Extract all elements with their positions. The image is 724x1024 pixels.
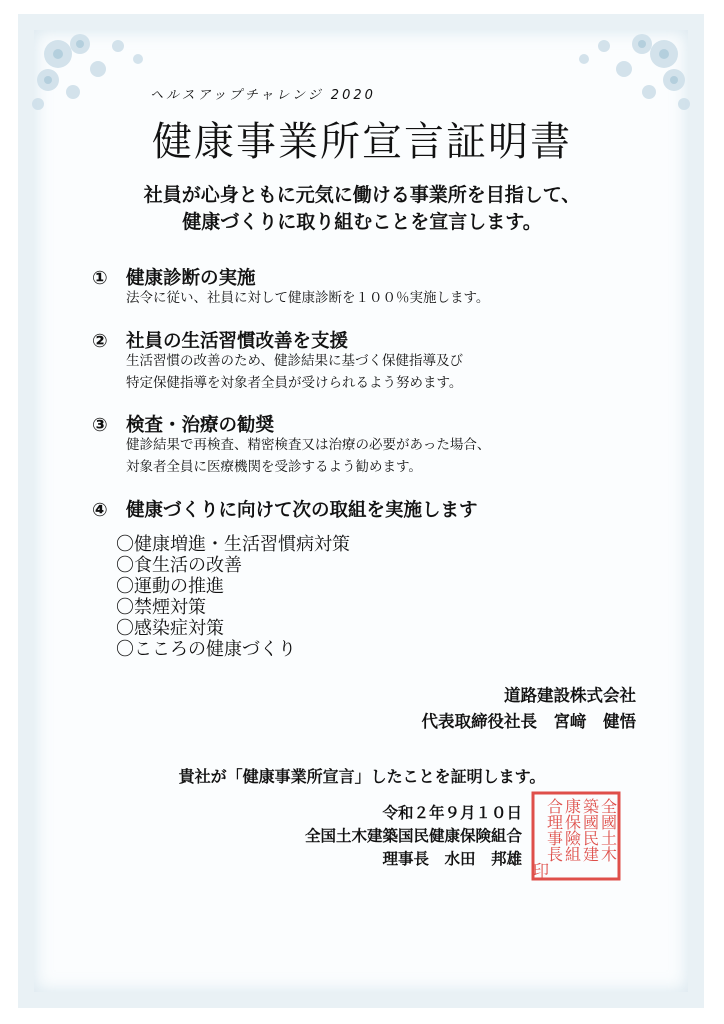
item-2-body — [126, 350, 463, 394]
item-number: ① — [92, 268, 108, 289]
company-representative: 代表取締役社長 宮﨑 健悟 — [421, 712, 636, 731]
issuer-director: 理事長 水田 邦雄 — [382, 850, 522, 868]
issuer-organization: 全国土木建築国民健康保険組合 — [304, 827, 522, 845]
item-number: ④ — [92, 500, 108, 521]
item-text: 対象者全員に医療機関を受診するよう勧めます。 — [126, 459, 422, 475]
official-seal-stamp — [530, 790, 622, 882]
svg-text:全國土木: 全國土木 — [598, 798, 618, 862]
item-3-body — [126, 434, 490, 478]
certification-statement: 貴社が「健康事業所宣言」したことを証明します。 — [178, 767, 546, 786]
item-text: 法令に従い、社員に対して健康診断を１００％実施します。 — [126, 290, 490, 306]
issuer-block — [305, 802, 522, 871]
intro-line-2: 健康づくりに取り組むことを宣言します。 — [182, 211, 542, 233]
floral-corner-decoration-right — [534, 14, 704, 124]
item-1-body — [126, 287, 489, 309]
issue-date: 令和２年９月１０日 — [382, 804, 522, 822]
item-4-heading — [92, 496, 478, 522]
item-text: 特定保健指導を対象者全員が受けられるよう努めます。 — [126, 375, 463, 391]
intro-line-1: 社員が心身ともに元気に働ける事業所を目指して、 — [143, 184, 581, 206]
item-text: 健診結果で再検査、精密検査又は治療の必要があった場合、 — [126, 437, 491, 453]
company-block — [422, 683, 637, 735]
item-title: 検査・治療の勧奨 — [126, 415, 275, 436]
subtitle: ヘルスアップチャレンジ 2020 — [150, 88, 376, 103]
measures-list — [116, 534, 350, 660]
svg-text:合理事長: 合理事長 — [544, 798, 564, 862]
item-number: ③ — [92, 415, 108, 436]
list-item: 〇健康増進・生活習慣病対策 — [116, 534, 350, 555]
company-name: 道路建設株式会社 — [504, 686, 636, 705]
floral-corner-decoration-left — [18, 14, 188, 124]
list-item: 〇禁煙対策 — [116, 597, 206, 618]
item-text: 生活習慣の改善のため、健診結果に基づく保健指導及び — [126, 353, 463, 369]
item-title: 健康づくりに向けて次の取組を実施します — [126, 500, 478, 521]
svg-text:築國民建: 築國民建 — [580, 798, 600, 862]
list-item: 〇運動の推進 — [116, 576, 224, 597]
item-title: 健康診断の実施 — [126, 268, 256, 289]
item-number: ② — [92, 331, 108, 352]
svg-text:印: 印 — [530, 862, 550, 878]
list-item: 〇食生活の改善 — [116, 555, 242, 576]
list-item: 〇こころの健康づくり — [116, 639, 296, 660]
declaration-intro — [0, 182, 724, 236]
document-title: 健康事業所宣言証明書 — [152, 119, 572, 165]
item-title: 社員の生活習慣改善を支援 — [126, 331, 349, 352]
list-item: 〇感染症対策 — [116, 618, 224, 639]
svg-text:康保險組: 康保險組 — [562, 798, 582, 862]
